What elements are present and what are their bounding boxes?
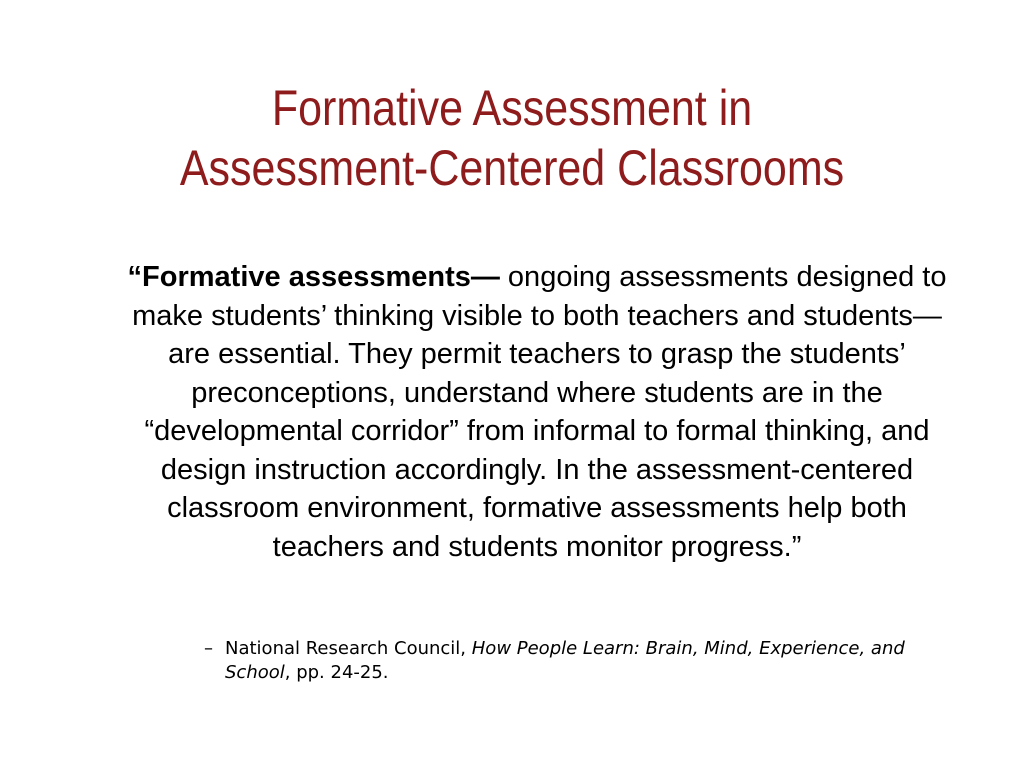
- quote-body: ongoing assessments designed to make students’ thinking visible to both teachers and students—are essential. They permit teachers to grasp the students’ preconceptions, understand where students are in the “developmental corridor” from informal to formal thinking, and design instruction accordingly. In the assessment-centered classroom environment, formative assessments help both teachers and students monitor progress.”: [132, 261, 947, 563]
- citation: [204, 637, 964, 685]
- slide-title-line-2: Assessment-Centered Classrooms: [179, 140, 845, 196]
- citation-dash: –: [204, 638, 213, 659]
- citation-pages: , pp. 24-25.: [284, 662, 389, 683]
- quote-lead: “Formative assessments—: [127, 261, 500, 293]
- quote-paragraph: [112, 258, 962, 566]
- slide-title-line-1: Formative Assessment in: [271, 80, 753, 136]
- citation-body: [225, 637, 964, 685]
- slide-title: [123, 78, 900, 198]
- citation-author: National Research Council,: [225, 638, 472, 659]
- citation-book-title: How People Learn: Brain, Mind, Experience, and School: [225, 638, 905, 683]
